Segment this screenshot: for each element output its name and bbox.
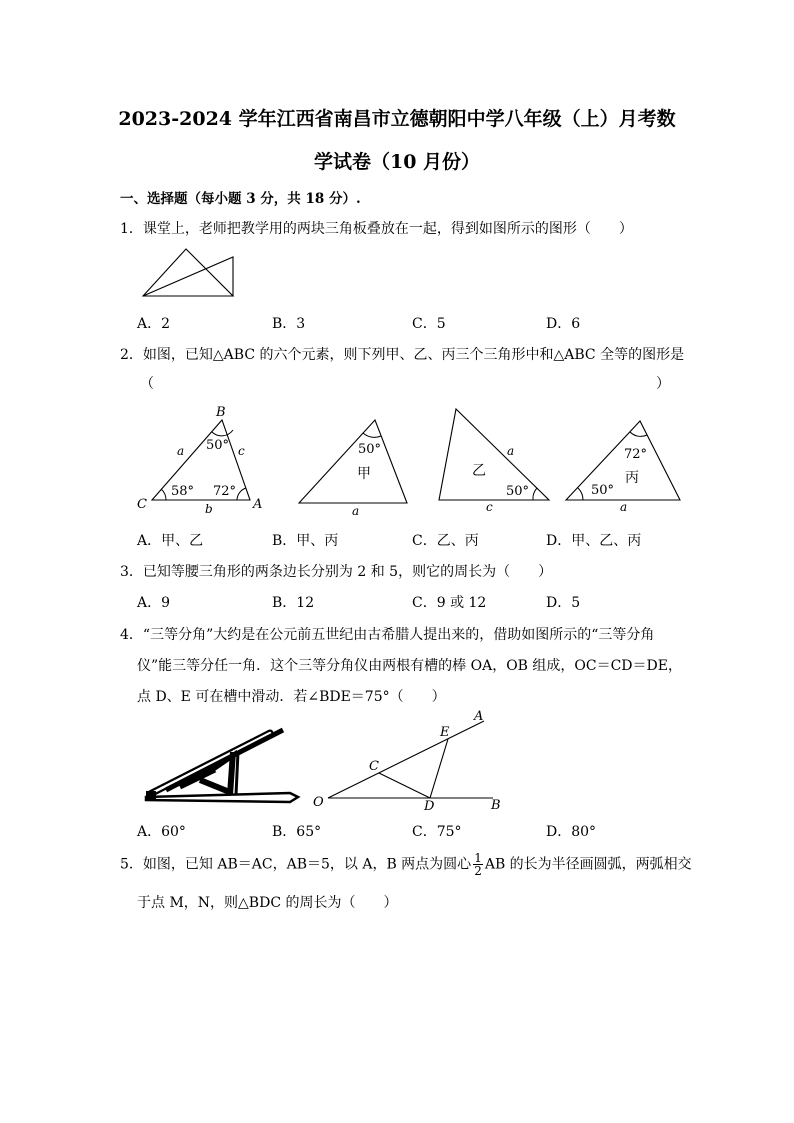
q4-option-c[interactable]: C．75°	[412, 824, 462, 840]
label-side-c: c	[238, 444, 245, 458]
question-4-line2: 仪”能三等分任一角．这个三等分角仪由两根有槽的棒 OA，OB 组成，OC＝CD＝DE，	[137, 658, 682, 674]
q2-paren-left: （	[140, 376, 154, 392]
q5-fraction	[473, 852, 483, 877]
q3-option-a[interactable]: A．9	[137, 595, 171, 611]
trisector-instrument-illustration	[146, 730, 298, 802]
q2-option-c[interactable]: C．乙、丙	[412, 533, 479, 549]
label-side-a: a	[177, 444, 185, 458]
label-angle-a: 72°	[213, 484, 237, 499]
question-5-line1	[120, 852, 692, 877]
q5-fraction-numerator: 1	[474, 851, 482, 865]
q5-fraction-denominator: 2	[474, 864, 482, 878]
jia-angle-label: 50°	[358, 442, 382, 457]
label-point-o: O	[313, 795, 324, 810]
q2-option-d[interactable]: D．甲、乙、丙	[546, 533, 642, 549]
yi-angle-label: 50°	[506, 484, 530, 499]
q5-line1-part-b: AB 的长为半径画圆弧，两弧相交	[484, 856, 692, 873]
label-point-b: B	[491, 798, 501, 813]
q3-option-b[interactable]: B．12	[272, 595, 315, 611]
jia-name-label: 甲	[357, 466, 371, 482]
q4-option-a[interactable]: A．60°	[137, 824, 186, 840]
q1-option-b[interactable]: B．3	[272, 316, 306, 332]
page-title-line1: 2023-2024 学年江西省南昌市立德朝阳中学八年级（上）月考数	[118, 108, 676, 130]
q3-option-d[interactable]: D．5	[546, 595, 581, 611]
section-heading: 一、选择题（每小题 3 分，共 18 分）.	[120, 191, 361, 207]
q1-option-a[interactable]: A．2	[137, 316, 171, 332]
bing-side-label: a	[620, 500, 628, 514]
label-vertex-a: A	[253, 497, 263, 512]
question-4-line1: 4．“三等分角”大约是在公元前五世纪由古希腊人提出来的，借助如图所示的“三等分角	[120, 627, 655, 643]
bing-left-angle-label: 50°	[591, 483, 615, 498]
question-4-line3: 点 D、E 可在槽中滑动．若∠BDE＝75°（ ）	[137, 689, 446, 705]
bing-name-label: 丙	[625, 470, 639, 486]
label-point-e: E	[440, 725, 450, 740]
q3-option-c[interactable]: C．9 或 12	[412, 595, 487, 611]
q2-option-a[interactable]: A．甲、乙	[137, 533, 204, 549]
page-title-line2: 学试卷（10 月份）	[313, 151, 481, 173]
label-point-c: C	[369, 759, 379, 774]
label-side-b: b	[205, 502, 213, 516]
label-point-d: D	[424, 799, 435, 814]
label-vertex-c: C	[137, 497, 147, 512]
q2-option-b[interactable]: B．甲、丙	[272, 533, 339, 549]
q5-line1-part-a: 5．如图，已知 AB＝AC，AB＝5，以 A，B 两点为圆心	[120, 856, 472, 873]
yi-side-c-label: c	[486, 500, 493, 514]
label-point-a: A	[474, 709, 484, 724]
yi-side-a-label: a	[507, 444, 515, 458]
question-3-text: 3．已知等腰三角形的两条边长分别为 2 和 5，则它的周长为（ ）	[120, 564, 553, 580]
jia-side-label: a	[352, 504, 360, 518]
label-angle-b: 50°	[206, 438, 230, 453]
q4-option-d[interactable]: D．80°	[546, 824, 597, 840]
q1-option-c[interactable]: C．5	[412, 316, 446, 332]
q1-option-d[interactable]: D．6	[546, 316, 581, 332]
question-2-text: 2．如图，已知△ABC 的六个元素，则下列甲、乙、丙三个三角形中和△ABC 全等的图形是	[120, 347, 685, 363]
label-angle-c: 58°	[171, 484, 195, 499]
question-5-line2: 于点 M，N，则△BDC 的周长为（ ）	[137, 895, 398, 911]
bing-top-angle-label: 72°	[624, 447, 648, 462]
q2-paren-right: ）	[656, 376, 670, 392]
label-vertex-b: B	[216, 405, 226, 420]
yi-name-label: 乙	[472, 463, 486, 479]
q4-option-b[interactable]: B．65°	[272, 824, 322, 840]
trisector-geometry-figure	[313, 709, 501, 814]
question-1-text: 1．课堂上，老师把教学用的两块三角板叠放在一起，得到如图所示的图形（ ）	[120, 221, 633, 237]
